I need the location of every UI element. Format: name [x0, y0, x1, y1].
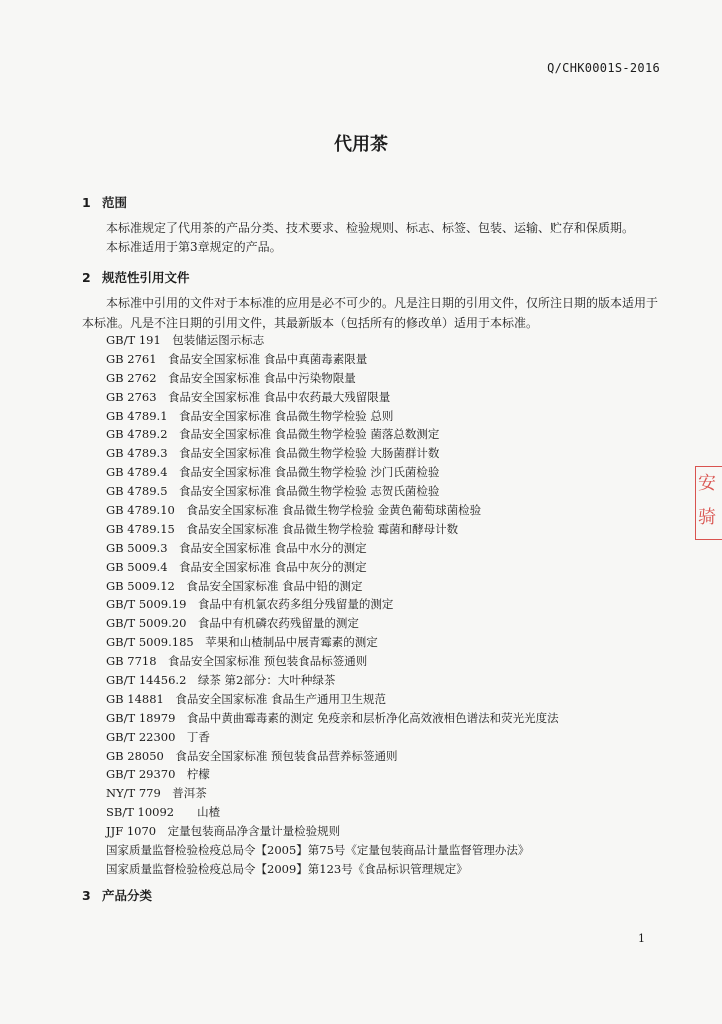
reference-item: GB 28050 食品安全国家标准 预包装食品营养标签通则	[106, 748, 398, 763]
reference-list	[106, 331, 559, 879]
section-number: 2	[82, 270, 91, 285]
reference-item: GB/T 18979 食品中黄曲霉毒素的测定 免疫亲和层析净化高效液相色谱法和荧光光度法	[106, 710, 559, 725]
reference-item: GB 4789.4 食品安全国家标准 食品微生物学检验 沙门氏菌检验	[106, 465, 440, 480]
section-title: 范围	[102, 195, 128, 210]
section-1-para-2: 本标准适用于第3章规定的产品。	[106, 240, 282, 254]
section-title: 产品分类	[102, 888, 153, 903]
reference-item: 国家质量监督检验检疫总局令【2005】第75号《定量包装商品计量监督管理办法》	[106, 843, 530, 858]
reference-item: GB/T 22300 丁香	[106, 729, 210, 744]
standard-code: Q/CHK0001S-2016	[547, 61, 660, 75]
reference-item: GB 2763 食品安全国家标准 食品中农药最大残留限量	[106, 389, 391, 404]
reference-item: GB 5009.3 食品安全国家标准 食品中水分的测定	[106, 540, 367, 555]
reference-item: GB/T 29370 柠檬	[106, 767, 210, 782]
section-1-heading	[82, 193, 127, 211]
reference-item: GB 4789.2 食品安全国家标准 食品微生物学检验 菌落总数测定	[106, 427, 440, 442]
reference-item: 国家质量监督检验检疫总局令【2009】第123号《食品标识管理规定》	[106, 861, 468, 876]
reference-item: GB/T 5009.185 苹果和山楂制品中展青霉素的测定	[106, 635, 378, 650]
reference-item: SB/T 10092 山楂	[106, 805, 221, 820]
reference-item: GB/T 191 包装储运图示标志	[106, 333, 265, 347]
reference-item: GB/T 5009.20 食品中有机磷农药残留量的测定	[106, 616, 359, 631]
page-number: 1	[638, 932, 645, 945]
reference-item: GB/T 14456.2 绿茶 第2部分：大叶种绿茶	[106, 673, 336, 688]
reference-item: GB 4789.1 食品安全国家标准 食品微生物学检验 总则	[106, 408, 394, 423]
reference-item: GB 4789.5 食品安全国家标准 食品微生物学检验 志贺氏菌检验	[106, 484, 440, 499]
reference-item: GB 2762 食品安全国家标准 食品中污染物限量	[106, 370, 356, 385]
section-2-heading	[82, 268, 190, 286]
section-3-heading	[82, 886, 152, 904]
reference-item: GB 7718 食品安全国家标准 预包装食品标签通则	[106, 654, 368, 669]
section-number: 3	[82, 888, 91, 903]
section-1-para-1: 本标准规定了代用茶的产品分类、技术要求、检验规则、标志、标签、包装、运输、贮存和保质期。	[106, 221, 635, 235]
reference-item: JJF 1070 定量包装商品净含量计量检验规则	[106, 824, 341, 839]
reference-item: GB 5009.4 食品安全国家标准 食品中灰分的测定	[106, 559, 367, 574]
reference-item: GB 2761 食品安全国家标准 食品中真菌毒素限量	[106, 351, 368, 366]
reference-item: GB 14881 食品安全国家标准 食品生产通用卫生规范	[106, 691, 387, 706]
reference-item: GB 4789.15 食品安全国家标准 食品微生物学检验 霉菌和酵母计数	[106, 521, 459, 536]
reference-item: NY/T 779 普洱茶	[106, 786, 207, 801]
seal-stamp: 安骑	[695, 466, 722, 540]
reference-item: GB 5009.12 食品安全国家标准 食品中铅的测定	[106, 578, 363, 593]
reference-item: GB 4789.3 食品安全国家标准 食品微生物学检验 大肠菌群计数	[106, 446, 440, 461]
reference-item: GB/T 5009.19 食品中有机氯农药多组分残留量的测定	[106, 597, 394, 612]
reference-item: GB 4789.10 食品安全国家标准 食品微生物学检验 金黄色葡萄球菌检验	[106, 503, 482, 518]
section-number: 1	[82, 195, 91, 210]
section-2-para-1: 本标准中引用的文件对于本标准的应用是必不可少的。凡是注日期的引用文件，仅所注日期的版本适用于本标准。凡是不注日期的引用文件，其最新版本（包括所有的修改单）适用于本标准。	[82, 296, 659, 330]
document-title: 代用茶	[334, 134, 388, 155]
section-title: 规范性引用文件	[102, 270, 190, 285]
